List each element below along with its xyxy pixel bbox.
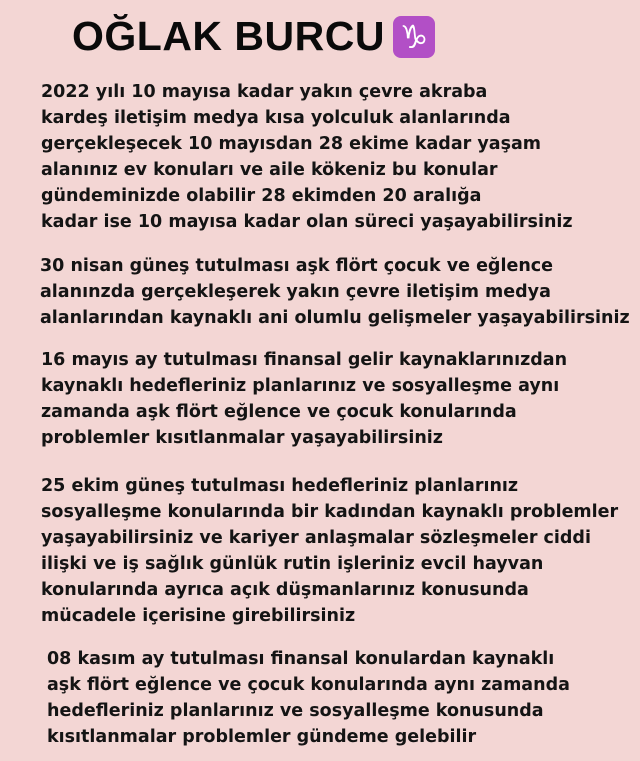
paragraph-line: sosyalleşme konularında bir kadından kaynaklı problemler — [41, 502, 619, 522]
paragraph-line: konularında ayrıca açık düşmanlarınız konusunda — [41, 580, 529, 600]
zodiac-symbol: ♑ — [399, 18, 429, 56]
paragraph-line: gerçekleşecek 10 mayısdan 28 ekime kadar yaşam — [41, 134, 542, 154]
paragraph-line: 25 ekim güneş tutulması hedefleriniz planlarınız — [41, 476, 519, 496]
paragraph-line: alanlarından kaynaklı ani olumlu gelişmeler yaşayabilirsiniz — [40, 308, 630, 328]
paragraph-line: kısıtlanmalar problemler gündeme gelebilir — [47, 727, 477, 747]
paragraph-line: 16 mayıs ay tutulması finansal gelir kaynaklarınızdan — [41, 350, 568, 370]
paragraph-line: yaşayabilirsiniz ve kariyer anlaşmalar sözleşmeler ciddi — [41, 528, 591, 548]
paragraph-line: aşk flört eğlence ve çocuk konularında aynı zamanda — [47, 675, 570, 695]
paragraph-line: mücadele içerisine girebilirsiniz — [41, 606, 356, 626]
page-title: OĞLAK BURCU — [72, 13, 385, 59]
paragraph-line: problemler kısıtlanmalar yaşayabilirsiniz — [41, 428, 443, 448]
paragraph-line: kadar ise 10 mayısa kadar olan süreci yaşayabilirsiniz — [41, 212, 573, 232]
paragraph-line: hedefleriniz planlarınız ve sosyalleşme konusunda — [47, 701, 544, 721]
paragraph-line: 2022 yılı 10 mayısa kadar yakın çevre akraba — [41, 82, 488, 102]
paragraph-line: alanınzda gerçekleşerek yakın çevre iletişim medya — [40, 282, 551, 302]
capricorn-icon — [393, 16, 435, 58]
paragraph-line: ilişki ve iş sağlık günlük rutin işleriniz evcil hayvan — [41, 554, 544, 574]
paragraph-line: kaynaklı hedefleriniz planlarınız ve sosyalleşme aynı — [41, 376, 560, 396]
header — [72, 10, 435, 62]
paragraph-line: alanınız ev konuları ve aile kökeniz bu konular — [41, 160, 498, 180]
paragraph-may-10 — [41, 79, 573, 235]
paragraph-october-25-eclipse — [41, 473, 618, 629]
paragraph-line: kardeş iletişim medya kısa yolculuk alanlarında — [41, 108, 511, 128]
paragraph-line: 08 kasım ay tutulması finansal konulardan kaynaklı — [47, 649, 555, 669]
paragraph-may-16-eclipse — [41, 347, 567, 451]
paragraph-november-8-eclipse — [47, 646, 570, 750]
paragraph-line: zamanda aşk flört eğlence ve çocuk konularında — [41, 402, 517, 422]
paragraph-april-30-eclipse — [40, 253, 630, 331]
paragraph-line: gündeminizde olabilir 28 ekimden 20 aralığa — [41, 186, 482, 206]
paragraph-line: 30 nisan güneş tutulması aşk flört çocuk ve eğlence — [40, 256, 554, 276]
